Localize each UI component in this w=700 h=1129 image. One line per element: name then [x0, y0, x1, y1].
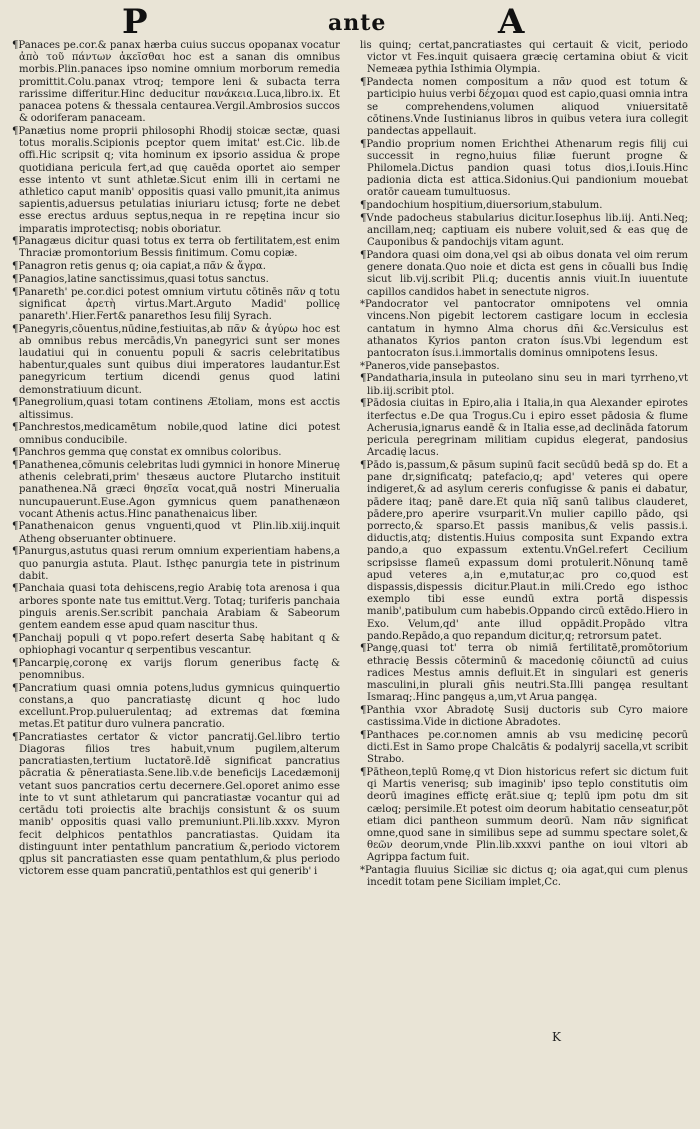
dictionary-entry: ¶Pancratiastes certator & victor pancratij.Gel.libro tertio Diagoras filios tres habuit,vnum pugilem,alterum pancratiasten,tertium luctatorē.Idē significat pancratius pācratia & pēneratiasta.Sene.lib.v.de beneficijs Lacedæmonij vetant suos pancratios certu decernere.Gel.oporet animo esse inte to vt sunt athletarum qui pancratiastæ vocantur qui ad certādu toti proiectis alte brachijs consistunt & os suum manib' oppositis quasi vallo premuniunt.Pli.lib.xxxv. Myron fecit delphicos pentathlos pancratiastas. Quidam ita distinguunt inter pentathlum pancratium &,periodo victorem qplus sit pancratiasten esse quam pentathlum,& plus periodo victorem esse quam pancratiū,pentathlos est qui generib' i: [12, 731, 340, 878]
dictionary-entry: ¶Panchros gemma quę constat ex omnibus coloribus.: [12, 447, 282, 459]
dictionary-entry: ¶Pandatharia,insula in puteolano sinu seu in mari tyrrheno,vt lib.iij.scribit ptol.: [360, 373, 688, 397]
running-head-letter-right: A: [498, 2, 525, 42]
dictionary-entry: ¶Panegrolium,quasi totam continens Ætoliam, mons est acctis altissimus.: [12, 397, 340, 421]
dictionary-entry: lis quinq; certat,pancratiastes qui certauit & vicit, periodo victor vt Fes.inquit quisaera græcię certamina obiut & vicit Nemeæa pythia Isthimia Olympia.: [360, 40, 688, 76]
dictionary-entry: ¶pandochium hospitium,diuersorium,stabulum.: [360, 200, 603, 212]
dictionary-entry: ¶Panætius nome proprii philosophi Rhodij stoicæ sectæ, quasi totus moralis.Scipionis pceptor quem imitat' est.Cic. lib.de offi.Hic scripsit q; vita hominum ex ipsorio assidua & prope quotidiana pericula fert,ad quę cauēda oportet aio semper esse intento vt sunt athletæ.Sicut enim illi in certami ne athletico caput manib' oppositis quasi vallo pmunit,ita animus sapientis,aduersus petulatias iniuriaru ictusq; forte ne debet esse erectus arduus septus,nequa in re repętina incur sio imparatis improtectisq; nobis oboriatur.: [12, 125, 340, 235]
dictionary-entry: *Pandocrator vel pantocrator omnipotens vel omnia vincens.Non pigebit lectorem castigare locum in ecclesia cantatum in hymno Alma chorus dn̄i &c.Versiculus est athanatos Kyrios panton craton ísus.Vbi legendum est pantocraton ísus.i.immortalis dominus omnipotens Iesus.: [360, 299, 688, 360]
dictionary-entry: ¶Panareth' pe.cor.dici potest omnium virtutu cōtinēs πᾶν q totu significat ἀρετὴ virtus.Mart.Arguto Madid' pollicę panareth'.Hier.Fert& panarethos Iesu filij Syrach.: [12, 286, 340, 322]
dictionary-entry: ¶Pādo is,passum,& pāsum supinū facit secūdū bedā sp do. Et a pane dr,significatq; patefacio,q; apd' veteres qui opere indigeret,& ad asylum cereris confugisse & panis ei dabatur, pādere itaq; panē dare.Et quia nīq̄ sanū talibus clauderet, pādere,pro aperire vsurparit.Vn mulier capillo pādo, qsi porrecto,& sparso.Et passis manibus,& velis passis.i. diductis,atq; distentis.Huius composita sunt Expando extra pando,a quo expassum extentu.VnGel.refert Cecilium scripsisse flameū expassum domi protulerit.Nōnunq tamē apud veteres a,in e,mutatur,ac pro co,quod est dispassis,dispessis dicitur.Plaut.in mili.Credo ego isthoc exemplo tibi esse eundū extra portā dispessis manib',patibulum cum habebis.Oppando circū extēdo.Hiero in Exo. Velum,qd' ante illud oppādit.Propādo vltra pando.Repādo,a quo repandum dicitur,q; retrorsum patet.: [360, 459, 688, 642]
dictionary-entry: ¶Panchaia quasi tota dehiscens,regio Arabię tota arenosa i qua arbores sponte nate tus emittut.Verg. Totaq; turiferis panchaia pinguis arenis.Ser.scribit panchaia Arabiam & Sabeorum gentem eandem esse apud quam nascitur thus.: [12, 583, 340, 632]
dictionary-entry: ¶Panathenaicon genus vnguenti,quod vt Plin.lib.xiij.inquit Atheng obseruanter obtinuere.: [12, 521, 340, 545]
dictionary-entry: ¶Pancratium quasi omnia potens,ludus gymnicus quinquertio constans,a quo pancratiastę dicunt q hoc ludo excellunt.Prop.puluerulentaq; ad extremas dat fœmina metas.Et patitur duro vulnera pancratio.: [12, 682, 340, 731]
dictionary-entry: ¶Pandora quasi oim dona,vel qsi ab oibus donata vel oim rerum genere donata.Quo noie et dicta est gens in cōualli bus Indię sicut lib.vij.scribit Pli.q; ducentis annis viuit.In iuuentute capillos candidos habet in senectute nigros.: [360, 249, 688, 298]
dictionary-entry: ¶Pangę,quasi tot' terra ob nimiā fertilitatē,promōtorium ethracię Bessis cōterminū & macedonię cōiunctū ad cuius radices Mestus amnis defluit.Et in singulari est generis masculini,in plurali gn̄is neutri.Sta.Illi pangęa resultant Ismaraq;.Hinc pangęus a,um,vt Arua pangęa.: [360, 643, 688, 704]
dictionary-entry: ¶Pancarpię,coronę ex varijs florum generibus factę & penomnibus.: [12, 657, 340, 681]
signature-mark: K: [552, 1030, 561, 1044]
dictionary-entry: ¶Panchrestos,medicamētum nobile,quod latine dici potest omnibus conducibile.: [12, 422, 340, 446]
dictionary-entry: ¶Pādosia ciuitas in Epiro,alia i Italia,in qua Alexander epirotes iterfectus e.De qua Trogus.Cu i epiro esset pādosia & flume Acherusia,ignarus eandē & in Italia esse,ad declināda fatorum pericula peregrinam militiam cupidus elegerat, pandosius Arcadię lacus.: [360, 398, 688, 459]
dictionary-entry: ¶Panurgus,astutus quasi rerum omnium experientiam habens,a quo panurgia astuta. Plaut. Isthęc panurgia tete in pistrinum dabit.: [12, 546, 340, 582]
dictionary-entry: ¶Panegyris,cōuentus,nūdine,festiuitas,ab πᾶν & ἀγύρω hoc est ab omnibus rebus mercādis,Vn panegyrici sunt ser mones laudatiui qui in conuentu populi & sacris celebritatibus habentur,quales sunt quibus diui imperatores laudantur.Est panegyricum tertium dicendi genus quod latini demonstratiuum dicunt.: [12, 323, 340, 396]
dictionary-entry: ¶Pandio proprium nomen Erichthei Athenarum regis filij cui successit in regno,huius filiæ fuerunt progne & Philomela.Dictus pandion quasi totus dios,i.Iouis.Hinc padionia dicta est attica.Sidonius.Qui pandionium mouebat oratōr caueam tumultuosus.: [360, 138, 688, 199]
right-column: [360, 40, 688, 890]
dictionary-entry: ¶Panthaces pe.cor.nomen amnis ab vsu medicinę pecorū dicti.Est in Samo prope Chalcātis & podalyrij sacella,vt scribit Strabo.: [360, 729, 688, 766]
dictionary-entry: ¶Panagæus dicitur quasi totus ex terra ob fertilitatem,est enim Thraciæ promontorium Bessis finitimum. Comu copiæ.: [12, 236, 340, 260]
dictionary-entry: ¶Panaces pe.cor.& panax hærba cuius succus opopanax vocatur ἀπὸ τοῦ πάντων ἀκεῖσθαι hoc est a sanan dis omnibus morbis.Plin.panaces ipso nomine omnium morborum remedia promittit.Colu.panax vtroq; tempore leni & subacta terra rarissime differitur.Hinc deducitur πανάκεια.Luca,libro.ix. Et panacea potens & thessala centaurea.Vergil.Ambrosios succos & odoriferam panaceam.: [12, 40, 340, 125]
dictionary-entry: ¶Panagios,latine sanctissimus,quasi totus sanctus.: [12, 273, 269, 285]
dictionary-entry: ¶Panthia vxor Abradotę Susij ductoris sub Cyro maiore castissima.Vide in dictione Abradotes.: [360, 704, 688, 729]
dictionary-entry: ¶Vnde padocheus stabularius dicitur.Iosephus lib.iij. Anti.Neq; ancillam,neq; captiuam eis nubere voluit,sed & eas quę de Cauponibus & pandochijs vitam agunt.: [360, 212, 688, 249]
dictionary-entry: *Paneros,vide panseþastos.: [360, 360, 500, 372]
running-head: [0, 2, 700, 42]
text-columns: [12, 40, 688, 1100]
dictionary-entry: ¶Pandecta nomen compositum a πᾶν quod est totum & participio huius verbi δέχομαι quod est capio,quasi omnia intra se comprehendens,volumen aliquod vniuersitatē cōtinens.Vnde Iustinianus libros in quibus vetera iura collegit pandectas appellauit.: [360, 77, 688, 137]
dictionary-entry: ¶Pātheon,teplū Romę,q vt Dion historicus refert sic dictum fuit qi Martis venerisq; sub imaginib' ipso teplo constitutis oim deorū imagines effictę erāt.siue q; teplū ipm potu dm sit cæloq; persimile.Et potest oim deorum habitatio censeatur,pōt etiam dici pantheon summum deorū. Nam πᾶν significat omne,quod sane in similibus sepe ad summu spectare solet,& θεῶν deorum,vnde Plin.lib.xxxvi panthe on ioui vltori ab Agrippa factum fuit.: [360, 766, 688, 864]
dictionary-entry: ¶Panagron retis genus q; oia capiat,a πᾶν & ἄγρα.: [12, 261, 266, 273]
dictionary-entry: *Pantagia fluuius Siciliæ sic dictus q; oia agat,qui cum plenus incedit totam pene Siciliam implet,Cc.: [360, 865, 688, 889]
dictionary-entry: ¶Panathenea,cōmunis celebritas ludi gymnici in honore Mineruę athenis celebrati,prim' thesæus auctore Plutarcho instituit panathenea.Nā græci θησεῖα vocat,quā nostri Minerualia nuncupauerunt.Euse.Agon gymnicus quem panathenæon vocant Athenis actus.Hinc panathenaicus liber.: [12, 459, 340, 520]
dictionary-entry: ¶Panchaij populi q vt popo.refert deserta Sabę habitant q & ophiophagi vocantur q serpentibus vescantur.: [12, 632, 340, 656]
running-head-letter-left: P: [122, 2, 148, 42]
left-column: [12, 40, 340, 879]
running-head-word: ante: [328, 10, 387, 36]
